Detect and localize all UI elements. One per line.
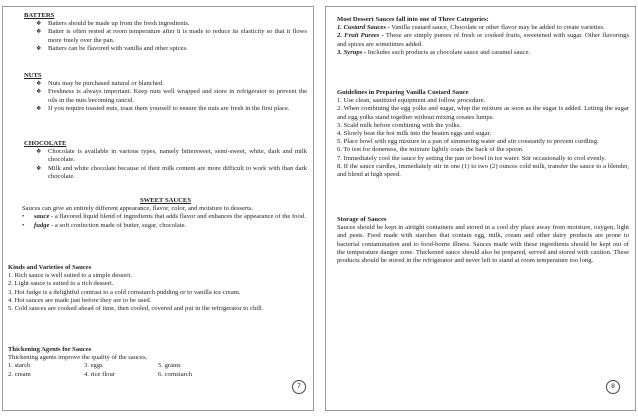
term: 3. Syrups - bbox=[337, 48, 367, 56]
list-item: 6. To test for doneness, the mixture lightly coats the back of the spoon. bbox=[337, 146, 524, 154]
list-item bbox=[337, 32, 629, 48]
list-item: 5. Cold sauces are cooked ahead of time, then cooled, covered and put in the refrigerator to chill. bbox=[8, 305, 264, 313]
list-item: 2. cream bbox=[8, 370, 31, 378]
right-page bbox=[325, 6, 636, 411]
definition: Includes such products as chocolate sauce and caramel sauce. bbox=[366, 48, 531, 56]
definition: - a flavored liquid blend of ingredients that adds flavor and enhances the appearance of the food. bbox=[49, 213, 306, 221]
list-item: ❖ Milk and white chocolate because of their milk content are more difficult to work with than dark chocolate. bbox=[36, 165, 307, 181]
batters-list bbox=[36, 20, 307, 53]
definition: Vanilla custard sauce, Chocolate or other flavor may be added to create varieties. bbox=[389, 24, 605, 32]
list-item bbox=[337, 24, 629, 32]
guidelines-section bbox=[337, 89, 629, 179]
list-item bbox=[337, 49, 629, 57]
list-item: ❖ Freshness is always important. Keep nuts well wrapped and store in refrigerator to prevent the oils in the nuts becoming rancid. bbox=[36, 88, 307, 104]
chocolate-list bbox=[36, 148, 307, 181]
page-number: 8 bbox=[606, 380, 620, 394]
storage-text: Sauces should be kept in airtight containers and stored in a cool dry place away from moisture, oxygen, light and pests. Food made with starches that contain egg, milk, cream and other dairy products are prone to bacterial contamination and to food-borne illness. Sauces made with these ingredients should be kept out of the temperature danger zone. Thickened sauce should also be prepared, served and stored with caution. These products should be stored in the refrigerator and never left to stand at room temperature too long. bbox=[337, 224, 629, 265]
list-item: 4. Slowly beat the hot milk into the beaten eggs and sugar. bbox=[337, 130, 492, 138]
batters-heading: BATTERS bbox=[24, 12, 55, 19]
list-item: 4. rice flour bbox=[84, 370, 115, 378]
list-item: 4. Hot sauces are made just before they are to be used. bbox=[8, 296, 152, 304]
thickening-intro: Thickening agents improve the quality of the sauces. bbox=[8, 354, 148, 362]
thickening-heading: Thickening Agents for Sauces bbox=[8, 346, 92, 353]
list-item: ❖ Batters can be flavored with vanilla and other spices. bbox=[36, 45, 307, 53]
nuts-heading: NUTS bbox=[24, 72, 42, 79]
term: 2. Fruit Purees - bbox=[337, 32, 384, 40]
list-item: 1. starch bbox=[8, 362, 31, 370]
storage-section bbox=[337, 216, 629, 265]
list-item: 3. eggs bbox=[84, 362, 103, 370]
sweet-sauces-heading: SWEET SAUCES bbox=[139, 197, 191, 204]
page-number: 7 bbox=[292, 380, 306, 394]
categories-heading: Most Dessert Sauces fall into one of Three Categories: bbox=[337, 16, 489, 23]
definition: - a soft confection made of butter, sugar, chocolate. bbox=[49, 221, 187, 229]
list-item: 1. Use clean, sanitized equipment and follow procedure. bbox=[337, 97, 486, 105]
list-item: 3. Hot fudge is a delightful contrast to a cold cornstarch pudding or to vanilla ice cream. bbox=[8, 288, 241, 296]
left-page bbox=[2, 6, 314, 411]
kinds-heading: Kinds and Varieties of Sauces bbox=[8, 264, 92, 271]
kinds-section bbox=[8, 264, 307, 313]
term: 1. Custard Sauces - bbox=[337, 24, 390, 32]
guidelines-heading: Guidelines in Preparing Vanilla Custard Sauce bbox=[337, 89, 469, 96]
categories-section bbox=[337, 16, 629, 57]
list-item: ❖ Chocolate is available in various types, namely bittersweet, semi-sweet, white, dark and milk chocolate. bbox=[36, 148, 307, 164]
list-item bbox=[8, 222, 307, 230]
chocolate-section bbox=[24, 140, 307, 181]
term: sauce bbox=[34, 213, 50, 221]
list-item: ❖ Batter is often rested at room temperature after it is made to reduce its elasticity so that it flows more freely over the pan. bbox=[36, 28, 307, 44]
list-item: 3. Scald milk before combining with the yolks. bbox=[337, 121, 461, 129]
thickening-section bbox=[8, 346, 307, 379]
list-item: 7. Immediately cool the sauce by setting the pan or bowl in ice water. Stir occasionally to cool evenly. bbox=[337, 154, 606, 162]
list-item: ❖ Batters should be made up from the fresh ingredients. bbox=[36, 20, 307, 28]
nuts-list bbox=[36, 80, 307, 113]
list-item: 5. grains bbox=[158, 362, 181, 370]
batters-section bbox=[24, 12, 307, 53]
term: fudge bbox=[34, 221, 50, 229]
list-item: ❖ Nuts may be purchased natural or blanched. bbox=[36, 80, 307, 88]
nuts-section bbox=[24, 72, 307, 113]
list-item: 2. When combining the egg yolks and sugar, whip the mixture as soon as the sugar is added. Letting the sugar and egg yolks stand together without mixing creates lumps. bbox=[337, 105, 629, 121]
thickening-agents bbox=[8, 362, 307, 378]
list-item: 6. cornstarch bbox=[158, 370, 193, 378]
list-item bbox=[8, 213, 307, 221]
list-item: ❖ If you require toasted nuts, toast them yourself to ensure the nuts are fresh in the first place. bbox=[36, 105, 307, 113]
list-item: 8. If the sauce curdles, immediately stir in one (1) to two (2) ounces cold milk, transfer the sauce to a blender, and blend at high speed. bbox=[337, 162, 629, 179]
sauce-definitions bbox=[8, 213, 307, 229]
chocolate-heading: CHOCOLATE bbox=[24, 140, 67, 147]
list-item: 1. Rich sauce is well suited to a simple dessert. bbox=[8, 272, 132, 280]
list-item: 2. Light sauce is suited to a rich dessert. bbox=[8, 280, 114, 288]
storage-heading: Storage of Sauces bbox=[337, 216, 387, 223]
sweet-sauces-intro: Sauces can give an entirely different appearance, flavor, color, and moisture to desserts. bbox=[22, 205, 254, 213]
list-item: 5. Place bowl with egg mixture in a pan of simmering water and stir constantly to prevent curdling. bbox=[337, 138, 599, 146]
sweet-sauces-section bbox=[24, 197, 307, 230]
definition: These are simply purees of fresh or cooked fruits, sweetened with sugar. Other flavorings and spices are sometimes added. bbox=[337, 32, 630, 48]
